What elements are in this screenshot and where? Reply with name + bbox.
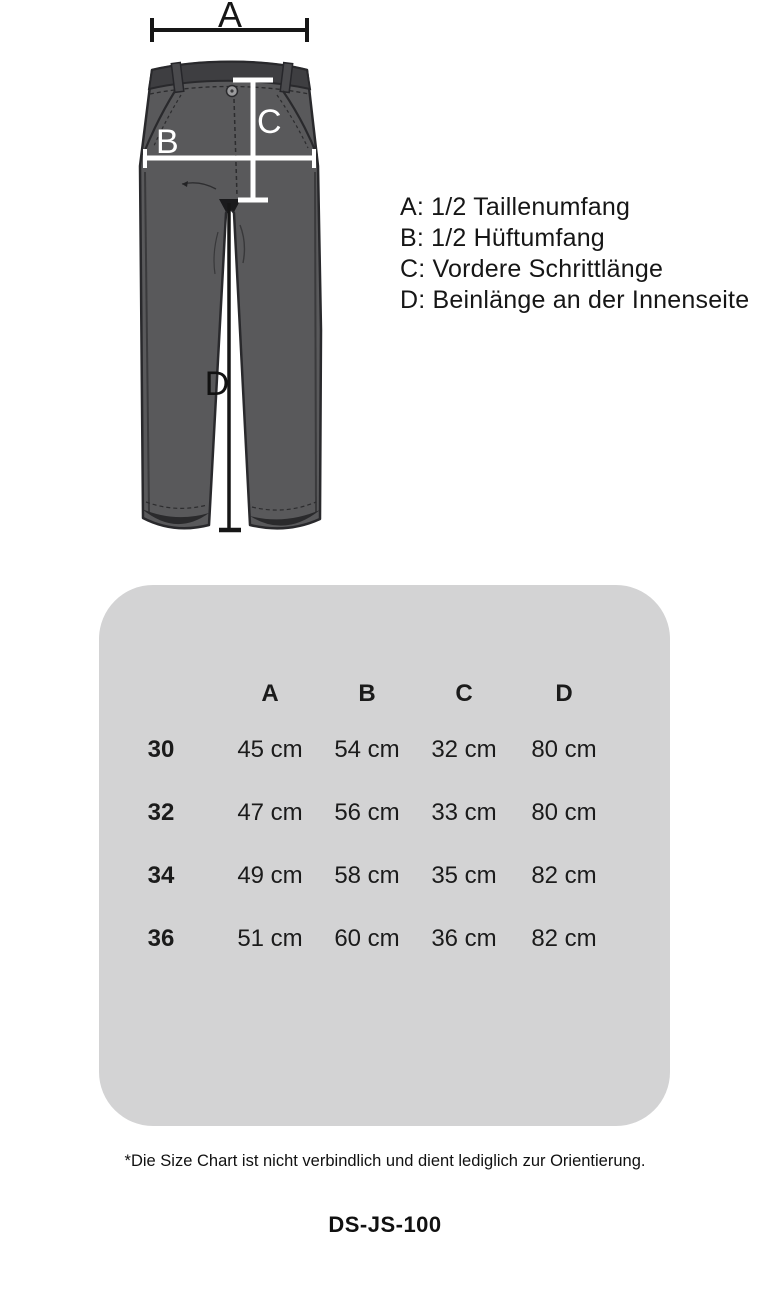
value-cell: 51 cm (237, 924, 303, 952)
button-hole (230, 89, 233, 92)
value-cell: 80 cm (531, 798, 597, 826)
legend-item-a: A: 1/2 Taillenumfang (400, 193, 631, 221)
header-col-c: C (455, 680, 473, 707)
size-table-header-row (101, 670, 615, 718)
legend-item-c: C: Vordere Schrittlänge (400, 255, 664, 283)
size-chart-panel (99, 585, 670, 1126)
measure-label-d: D (204, 365, 230, 403)
header-col-a: A (261, 680, 279, 707)
value-cell: 60 cm (334, 924, 400, 952)
value-cell: 36 cm (431, 924, 497, 952)
disclaimer-footnote: *Die Size Chart ist nicht verbindlich und dient lediglich zur Orientierung. (124, 1152, 646, 1170)
size-label: 34 (147, 861, 175, 889)
measure-label-b: B (156, 123, 179, 161)
table-row (101, 907, 615, 970)
value-cell: 35 cm (431, 861, 497, 889)
table-row (101, 844, 615, 907)
value-cell: 47 cm (237, 798, 303, 826)
value-cell: 32 cm (431, 735, 497, 763)
measurement-legend (400, 192, 770, 316)
value-cell: 82 cm (531, 924, 597, 952)
size-label: 36 (147, 924, 175, 952)
measure-label-c: C (257, 103, 282, 141)
value-cell: 45 cm (237, 735, 303, 763)
table-row (101, 781, 615, 844)
value-cell: 82 cm (531, 861, 597, 889)
product-code: DS-JS-100 (328, 1212, 442, 1237)
legend-item-b: B: 1/2 Hüftumfang (400, 224, 605, 252)
size-label: 32 (147, 798, 175, 826)
right-seam-line (315, 172, 316, 512)
size-label: 30 (147, 735, 175, 763)
size-table (101, 670, 615, 970)
pants-measurement-diagram (120, 0, 380, 560)
value-cell: 58 cm (334, 861, 400, 889)
value-cell: 80 cm (531, 735, 597, 763)
table-row (101, 718, 615, 781)
value-cell: 49 cm (237, 861, 303, 889)
header-col-d: D (555, 680, 573, 707)
value-cell: 33 cm (431, 798, 497, 826)
header-col-b: B (358, 680, 376, 707)
legend-item-d: D: Beinlänge an der Innenseite (400, 286, 750, 314)
measure-label-a: A (217, 0, 243, 35)
header-size-column (101, 670, 221, 718)
value-cell: 54 cm (334, 735, 400, 763)
value-cell: 56 cm (334, 798, 400, 826)
